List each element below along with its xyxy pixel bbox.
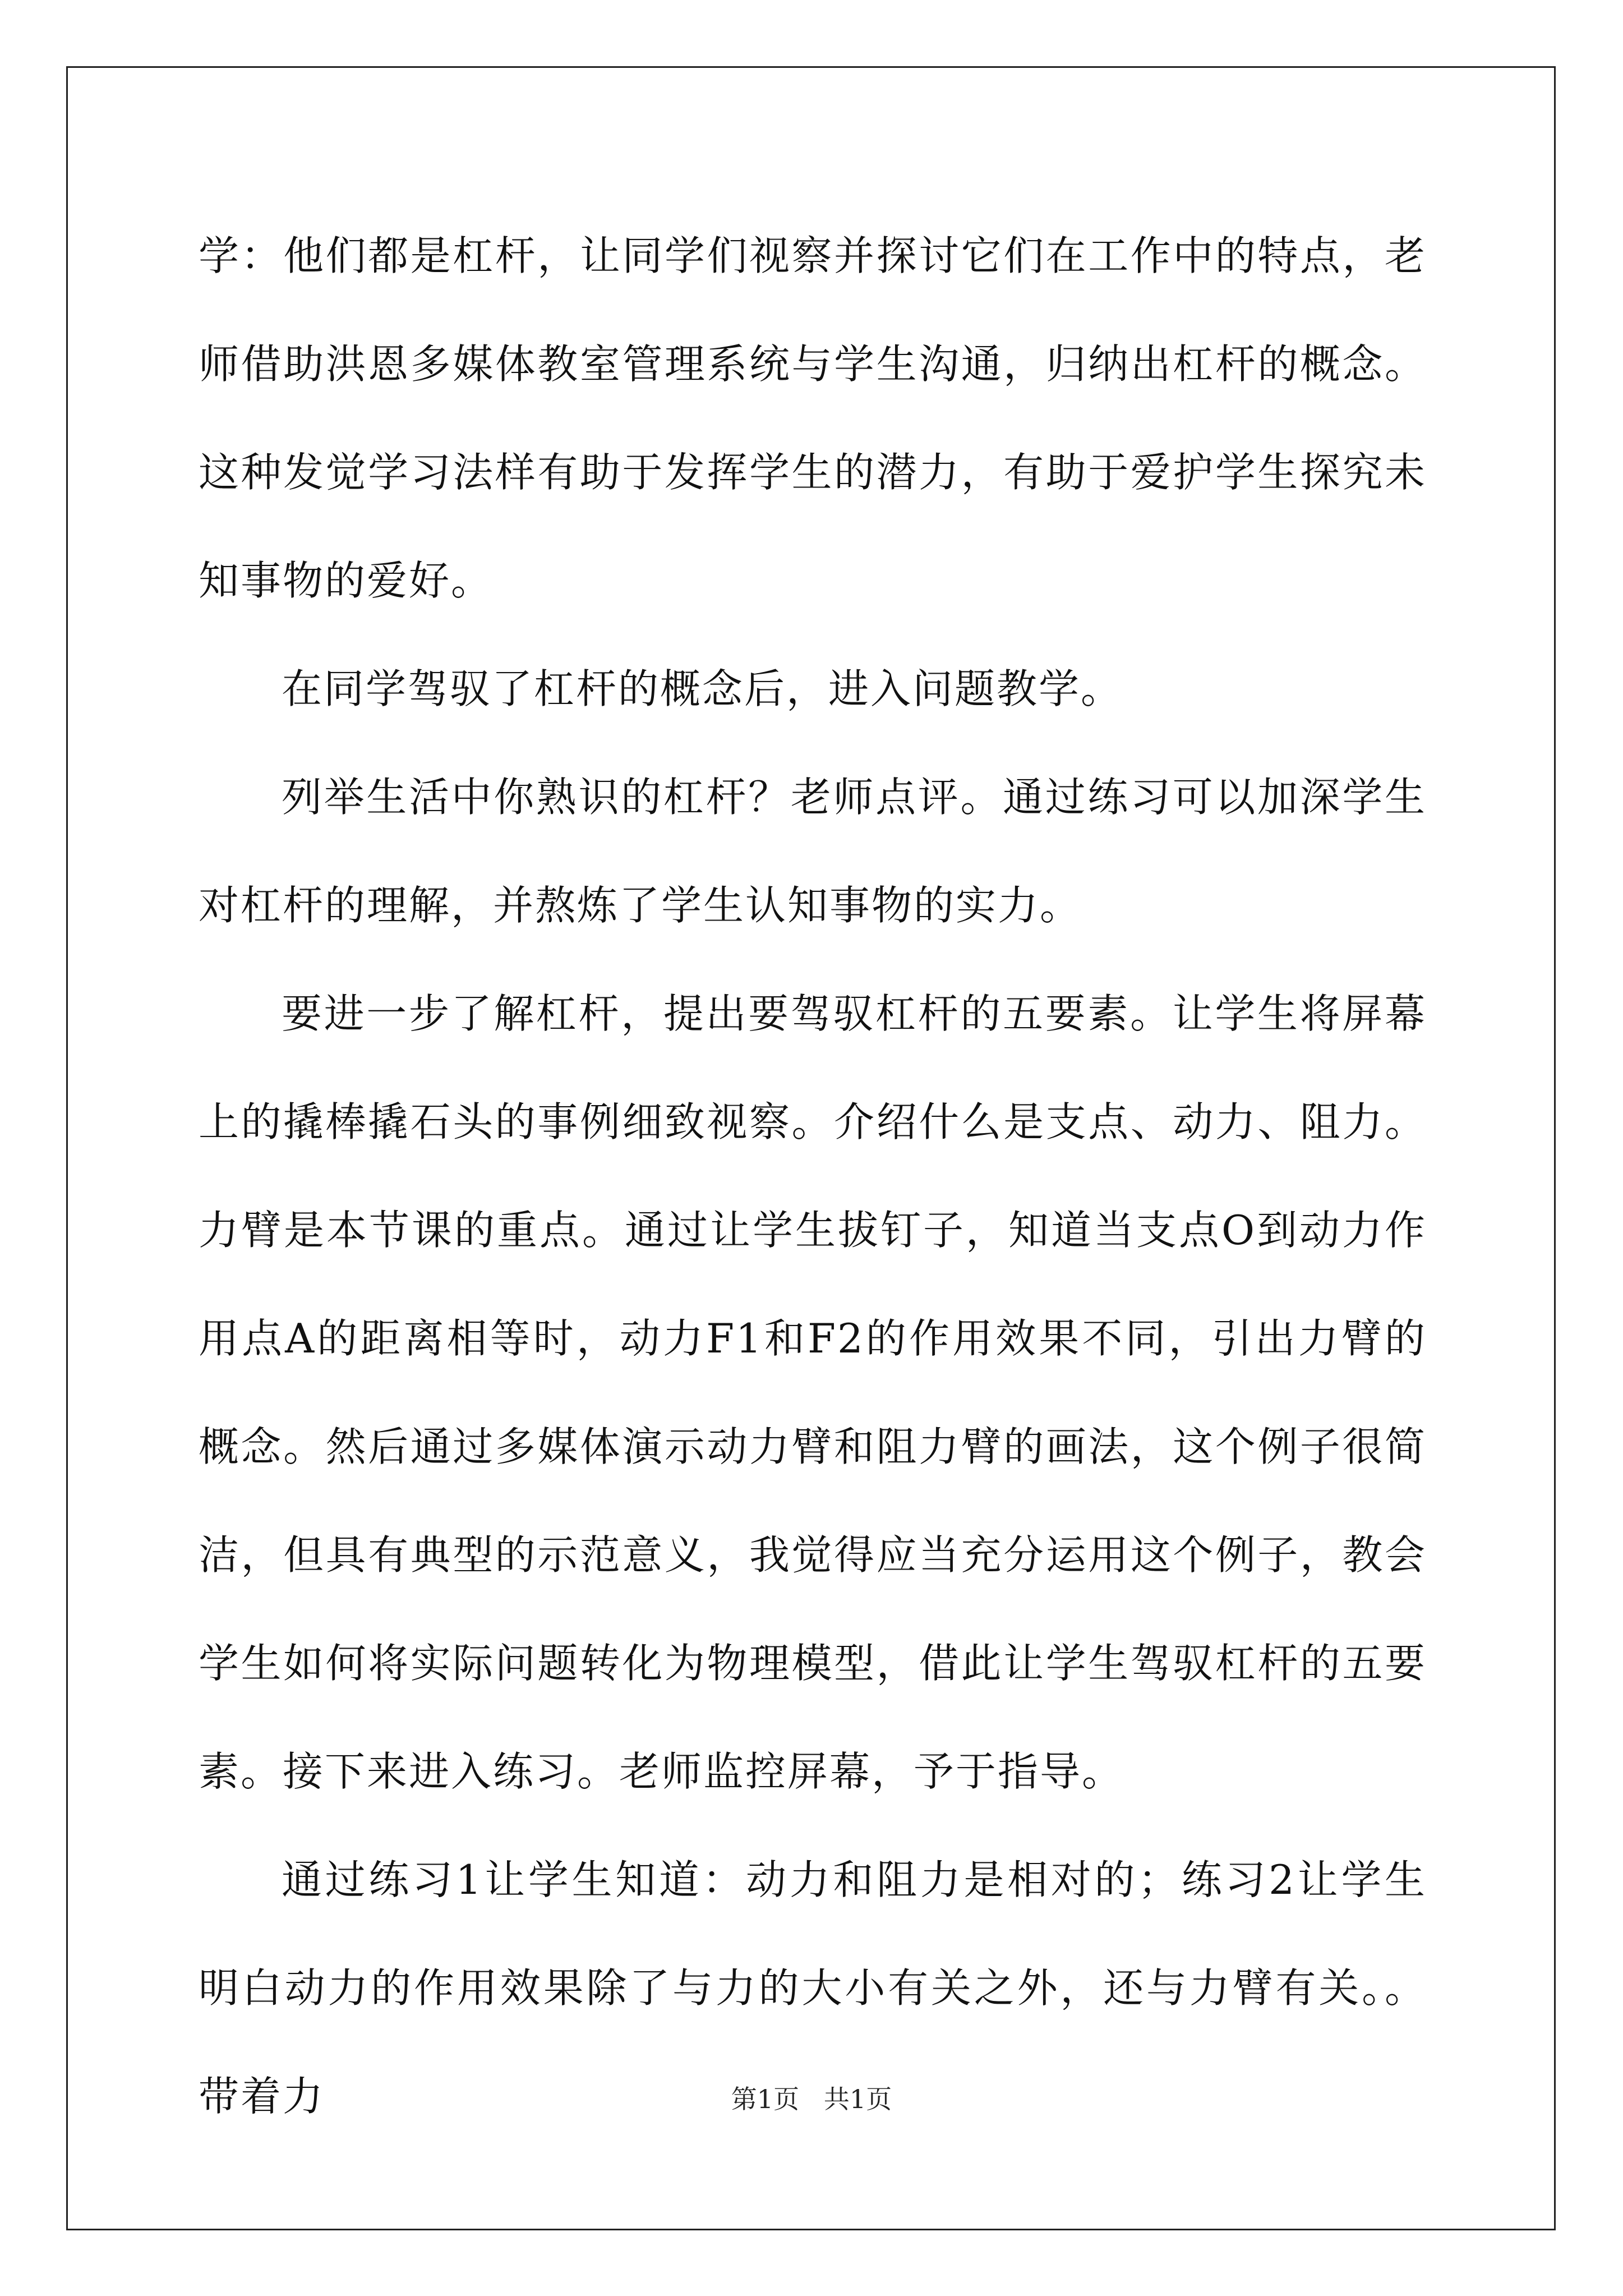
document-body (199, 202, 1427, 2151)
paragraph-2: 在同学驾驭了杠杆的概念后，进入问题教学。 (282, 665, 1123, 712)
page-footer (0, 2082, 1623, 2116)
paragraph-1: 学：他们都是杠杆，让同学们视察并探讨它们在工作中的特点，老师借助洪恩多媒体教室管理系统与学生沟通，归纳出杠杆的概念。这种发觉学习法样有助于发挥学生的潜力，有助于爱护学生探究未知事物的爱好。 (199, 232, 1427, 604)
page-number: 第1页 共1页 (731, 2084, 892, 2114)
paragraph-5: 通过练习1让学生知道：动力和阻力是相对的；练习2让学生明白动力的作用效果除了与力的大小有关之外，还与力臂有关。。带着力 (199, 1856, 1427, 2120)
paragraph-4: 要进一步了解杠杆，提出要驾驭杠杆的五要素。让学生将屏幕上的撬棒撬石头的事例细致视察。介绍什么是支点、动力、阻力。力臂是本节课的重点。通过让学生拔钉子，知道当支点O到动力作用点A的距离相等时，动力F1和F2的作用效果不同，引出力臂的概念。然后通过多媒体演示动力臂和阻力臂的画法，这个例子很简洁，但具有典型的示范意义，我觉得应当充分运用这个例子，教会学生如何将实际问题转化为物理模型，借此让学生驾驭杠杆的五要素。接下来进入练习。老师监控屏幕，予于指导。 (199, 990, 1427, 1795)
paragraph-3: 列举生活中你熟识的杠杆？老师点评。通过练习可以加深学生对杠杆的理解，并熬炼了学生认知事物的实力。 (199, 774, 1427, 929)
